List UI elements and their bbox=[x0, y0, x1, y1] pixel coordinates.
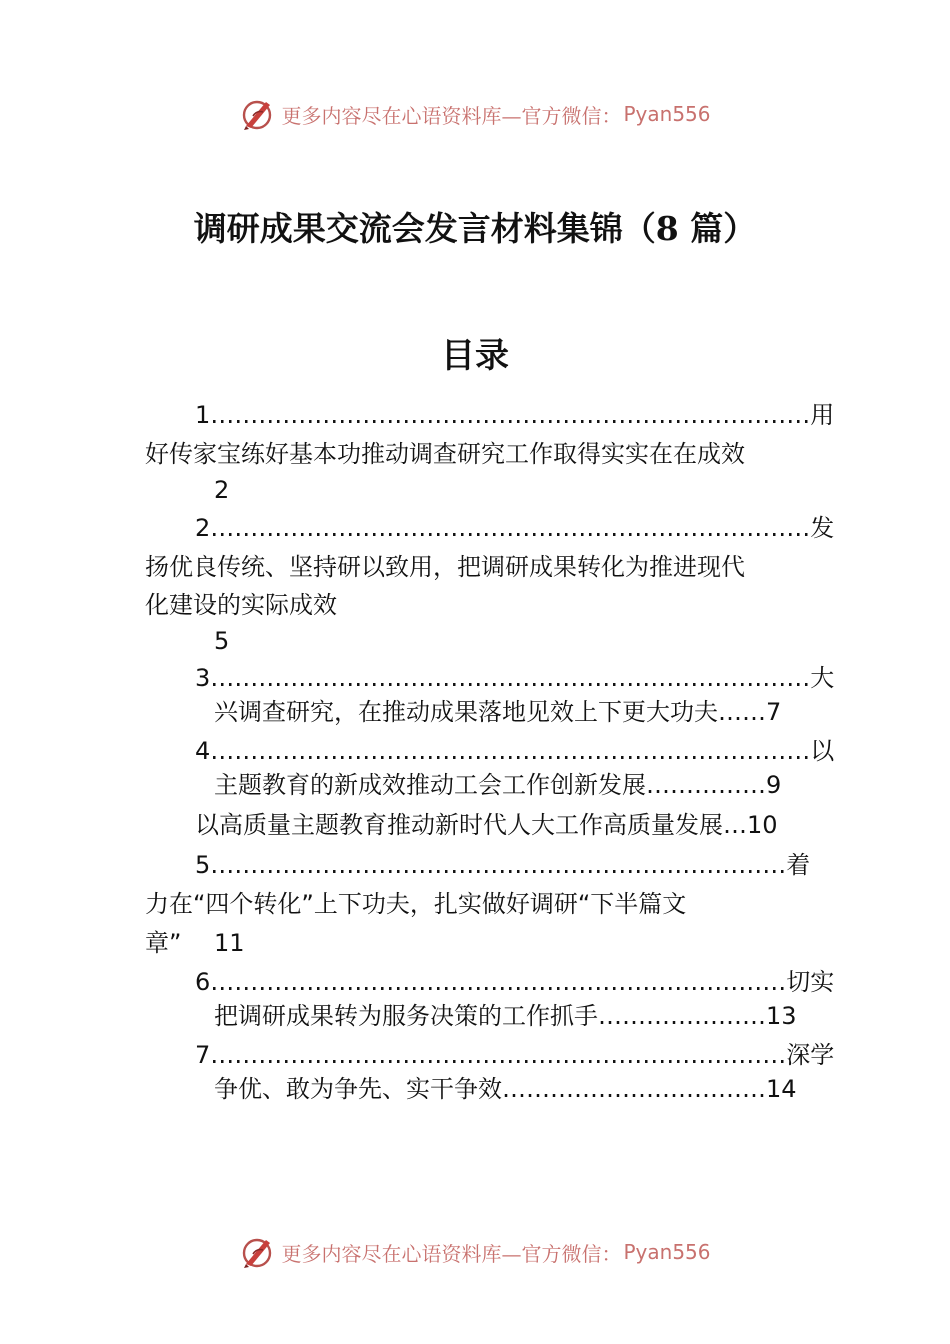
toc-line: 主题教育的新成效推动工会工作创新发展……………9 bbox=[214, 771, 782, 799]
toc-line: 章” bbox=[145, 929, 182, 957]
toc-line: 化建设的实际成效 bbox=[145, 591, 337, 619]
toc-line-page: 11 bbox=[214, 929, 245, 957]
pen-logo-icon bbox=[239, 1234, 275, 1270]
toc-line: 7………………………………………………………………深学 bbox=[195, 1041, 835, 1069]
pen-logo-icon bbox=[239, 96, 275, 132]
toc-line: 争优、敢为争先、实干争效……………………………14 bbox=[214, 1075, 797, 1103]
toc-line: 以高质量主题教育推动新时代人大工作高质量发展…10 bbox=[195, 811, 778, 839]
header-banner bbox=[0, 94, 950, 134]
footer-banner bbox=[0, 1232, 950, 1272]
toc-line: 6………………………………………………………………切实 bbox=[195, 968, 835, 996]
toc-line: 把调研成果转为服务决策的工作抓手…………………13 bbox=[214, 1002, 797, 1030]
toc-line: 2…………………………………………………………………发 bbox=[195, 514, 835, 542]
toc-line: 1…………………………………………………………………用 bbox=[195, 401, 835, 429]
document-title: 调研成果交流会发言材料集锦（8 篇） bbox=[193, 209, 757, 248]
toc-line: 3…………………………………………………………………大 bbox=[195, 664, 835, 692]
banner-text: 更多内容尽在心语资料库—官方微信： bbox=[281, 103, 622, 128]
toc-line: 扬优良传统、坚持研以致用，把调研成果转化为推进现代 bbox=[145, 553, 745, 581]
toc-line: 力在“四个转化”上下功夫，扎实做好调研“下半篇文 bbox=[145, 890, 687, 918]
wechat-id: Pyan556 bbox=[623, 1240, 711, 1264]
toc-line-page: 2 bbox=[214, 476, 230, 504]
toc-heading: 目录 bbox=[441, 336, 509, 376]
toc-line: 4…………………………………………………………………以 bbox=[195, 737, 835, 765]
toc-line: 兴调查研究，在推动成果落地见效上下更大功夫……7 bbox=[214, 698, 782, 726]
toc-line-page: 5 bbox=[214, 627, 230, 655]
wechat-id: Pyan556 bbox=[623, 102, 711, 126]
toc-line: 5………………………………………………………………着 bbox=[195, 851, 811, 879]
toc-line: 好传家宝练好基本功推动调查研究工作取得实实在在成效 bbox=[145, 440, 745, 468]
banner-text: 更多内容尽在心语资料库—官方微信： bbox=[281, 1241, 622, 1266]
